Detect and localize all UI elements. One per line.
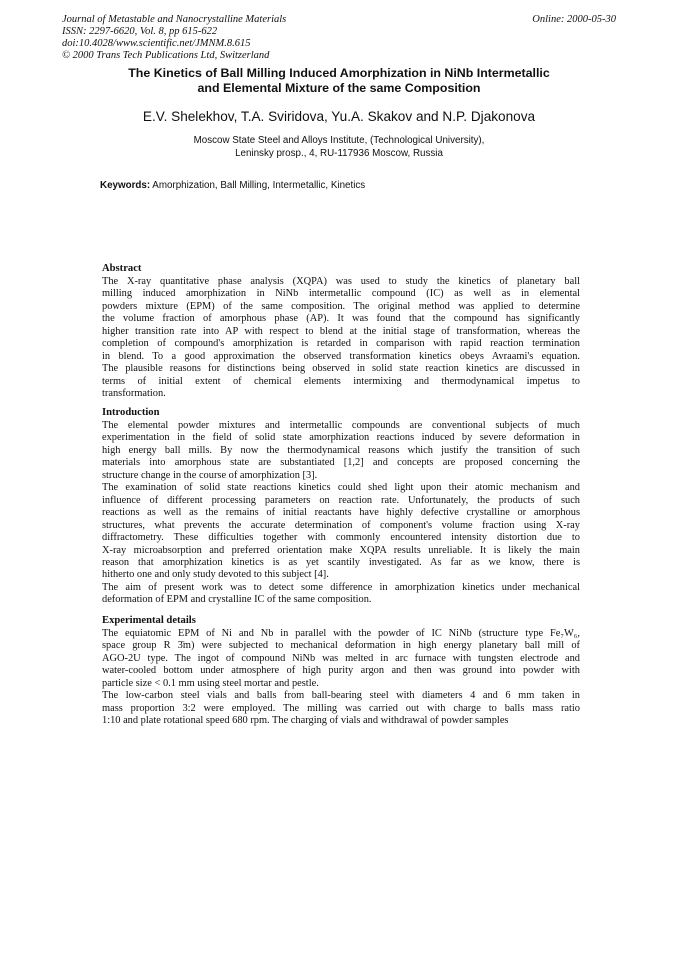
text-line: influence of different processing parameters on reaction rate. Unfortunately, the products of such — [102, 494, 580, 506]
text-line: in blend. To a good approximation the observed transformation kinetics obeys Avraami's equation. — [102, 350, 580, 362]
text-line: higher transition rate into AP with respect to blend at the initial stage of transformation, whereas the — [102, 325, 580, 337]
abstract-section — [102, 262, 580, 401]
text-line: particle size < 0.1 mm using steel mortar and pestle. — [102, 677, 319, 689]
text-line: deformation of EPM and crystalline IC of the same composition. — [102, 594, 372, 606]
text-line: milling induced amorphization in NiNb intermetallic compound (IC) as well as in elemental — [102, 288, 580, 300]
journal-issn: ISSN: 2297-6620, Vol. 8, pp 615-622 — [62, 26, 218, 37]
keywords-text: Amorphization, Ball Milling, Intermetallic, Kinetics — [152, 180, 366, 191]
text-line: The aim of present work was to detect some difference in amorphization kinetics under mechanical — [102, 581, 580, 593]
experimental-heading: Experimental details — [102, 615, 196, 626]
affiliation — [40, 135, 638, 160]
text-line: completion of compound's amorphization is retarded in comparison with rapid reaction termination — [102, 338, 580, 350]
affiliation-line-1: Moscow State Steel and Alloys Institute, (Technological University), — [193, 135, 485, 146]
journal-copyright: © 2000 Trans Tech Publications Ltd, Switzerland — [62, 50, 270, 61]
text-line: the volume fraction of amorphous phase (AP). It was found that the compound has significantly — [102, 313, 580, 325]
authors: E.V. Shelekhov, T.A. Sviridova, Yu.A. Skakov and N.P. Djakonova — [142, 109, 536, 124]
text-line: diffractometry. These difficulties together with commonly encountered intensity distortion due to — [102, 532, 580, 544]
text-line: high energy ball mills. By now the thermodynamical reasons which justify the transition of such — [102, 444, 580, 456]
keywords-label: Keywords: — [100, 180, 151, 191]
abstract-text — [102, 276, 580, 401]
online-date: Online: 2000-05-30 — [532, 14, 616, 25]
abstract-heading: Abstract — [102, 263, 142, 274]
introduction-section — [102, 406, 580, 607]
text-line: The elemental powder mixtures and intermetallic compounds are conventional subjects of much — [102, 420, 580, 431]
text-line: reactions as well as the remains of initial reactants have highly defective crystalline or amorphous — [102, 507, 580, 519]
introduction-text — [102, 420, 580, 607]
affiliation-line-2: Leninsky prosp., 4, RU-117936 Moscow, Russia — [235, 147, 443, 159]
text-line: The low-carbon steel vials and balls from ball-bearing steel with diameters 4 and 6 mm taken in — [102, 690, 580, 702]
introduction-heading: Introduction — [102, 407, 160, 418]
text-line: The equiatomic EPM of Ni and Nb in parallel with the powder of IC NiNb (structure type Fe₇W₆, — [102, 628, 580, 639]
text-line: 1:10 and plate rotational speed 680 rpm. The charging of vials and withdrawal of powder samples — [102, 715, 509, 727]
text-line: materials into amorphous state are substantiated [1,2] and concepts are proposed concerning the — [102, 457, 580, 469]
text-line: water-cooled bottom under atmosphere of high purity argon and then was ground into powder with — [102, 665, 580, 677]
text-line: The examination of solid state reactions kinetics could shed light upon their atomic mechanism and — [102, 482, 580, 494]
paper-title — [40, 66, 638, 96]
text-line: powders mixture (EPM) of the same composition. The original method was applied to determine — [102, 300, 580, 312]
keywords — [100, 180, 365, 191]
text-line: space group R 3̄m) were subjected to mechanical deformation in high energy planetary ball mill of — [102, 640, 580, 652]
title-line-2: and Elemental Mixture of the same Composition — [197, 81, 481, 95]
experimental-section — [102, 614, 580, 728]
journal-name: Journal of Metastable and Nanocrystalline Materials — [62, 14, 287, 25]
journal-doi[interactable]: doi:10.4028/www.scientific.net/JMNM.8.615 — [62, 38, 251, 49]
text-line: The plausible reasons for distinctions being observed in solid state reaction kinetics are discussed in — [102, 363, 580, 375]
text-line: reason that amorphization kinetics is as yet scantily investigated. As far as we know, there is — [102, 556, 580, 568]
text-line: experimentation in the field of solid state amorphization reactions induced by severe deformation in — [102, 432, 580, 444]
text-line: mass proportion 3:2 were employed. The milling was carried out with charge to balls mass ratio — [102, 702, 580, 714]
text-line: structures, what prevents the accurate determination of component's volume fraction using X-ray — [102, 519, 580, 531]
text-line: transformation. — [102, 388, 166, 400]
text-line: The X-ray quantitative phase analysis (XQPA) was used to study the kinetics of planetary ball — [102, 276, 580, 287]
text-line: X-ray microabsorption and preferred orientation make XQPA results unreliable. It is likely the main — [102, 544, 580, 556]
journal-header — [62, 14, 286, 62]
experimental-text — [102, 628, 580, 728]
text-line: hitherto one and only study devoted to this subject [4]. — [102, 569, 329, 581]
title-line-1: The Kinetics of Ball Milling Induced Amorphization in NiNb Intermetallic — [128, 66, 550, 80]
text-line: structure change in the course of amorphization [3]. — [102, 469, 318, 481]
text-line: AGO-2U type. The ingot of compound NiNb was melted in arc furnace with tungsten electrode and — [102, 652, 580, 664]
text-line: terms of initial extent of chemical elements intermixing and thermodynamical impetus to — [102, 375, 580, 387]
